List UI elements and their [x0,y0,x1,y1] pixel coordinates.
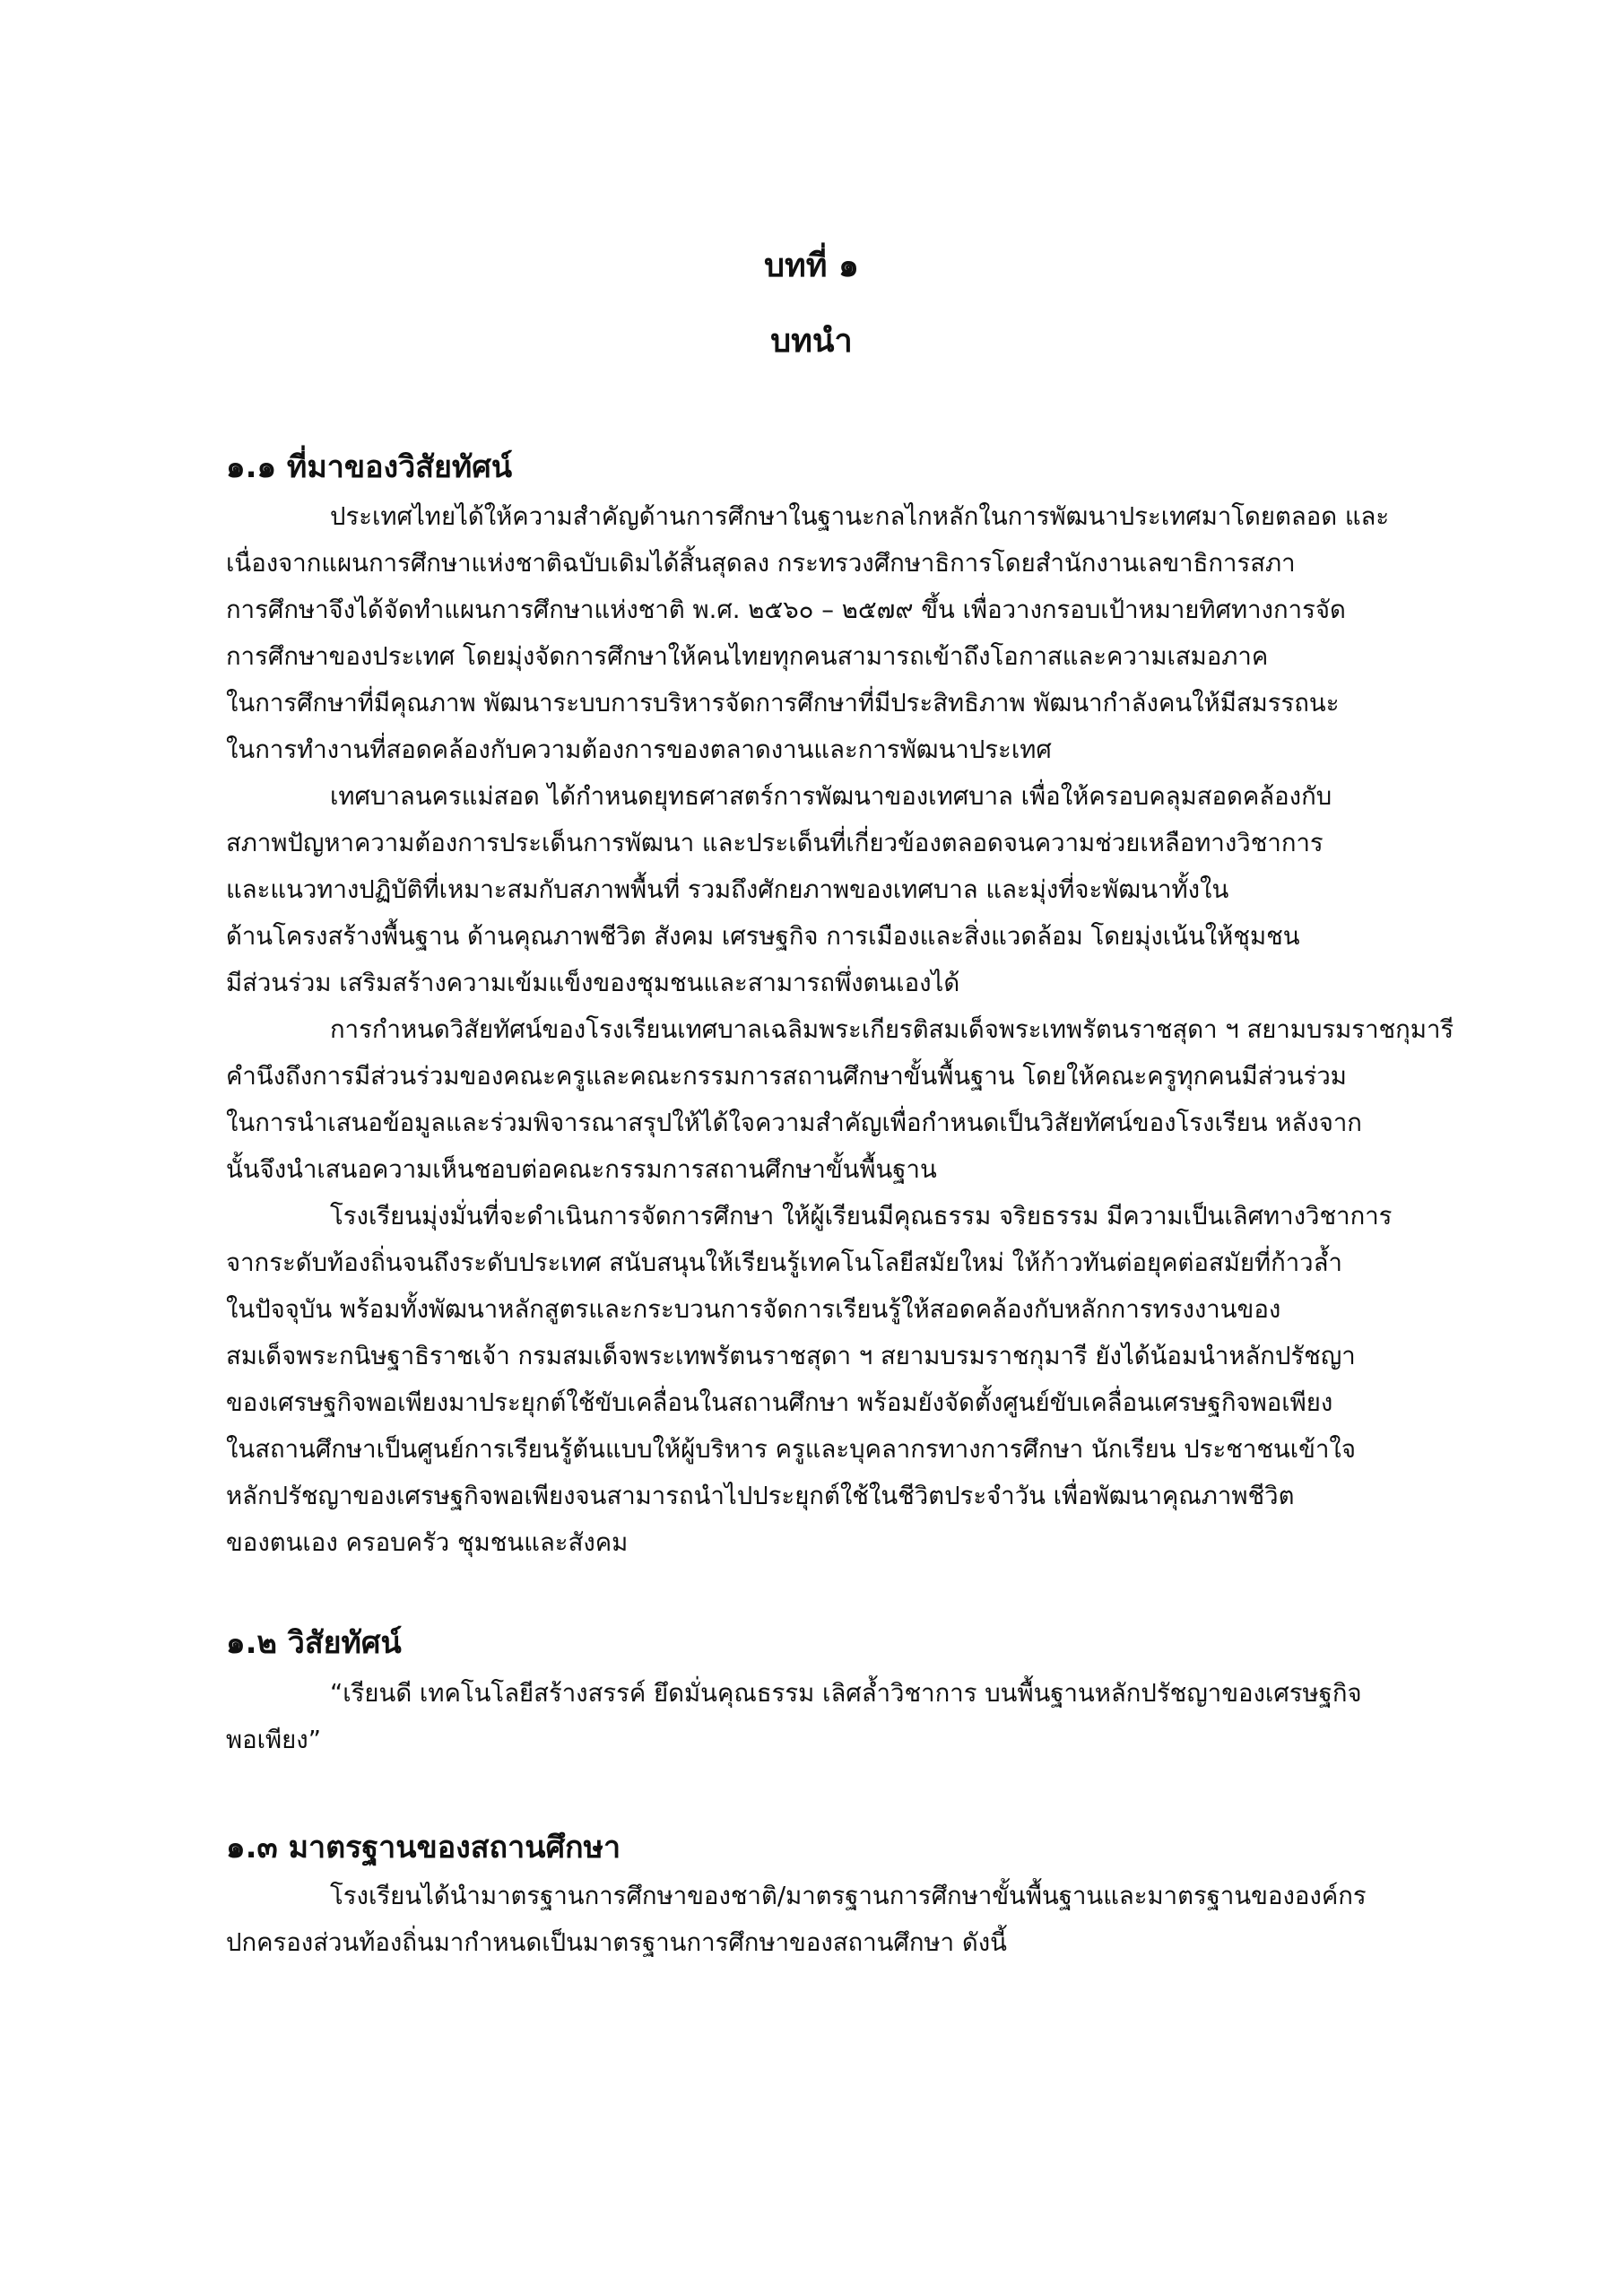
vision-statement-line: “เรียนดี เทคโนโลยีสร้างสรรค์ ยึดมั่นคุณธรรม เลิศล้ำวิชาการ บนพื้นฐานหลักปรัชญาของเศรษฐกิจ [330,1679,1362,1708]
vision-statement-line: พอเพียง” [226,1726,321,1754]
paragraph-line: คำนึงถึงการมีส่วนร่วมของคณะครูและคณะกรรมการสถานศึกษาขั้นพื้นฐาน โดยให้คณะครูทุกคนมีส่วนร่วม [226,1062,1347,1091]
paragraph-line: สภาพปัญหาความต้องการประเด็นการพัฒนา และประเด็นที่เกี่ยวข้องตลอดจนความช่วยเหลือทางวิชาการ [226,829,1324,857]
paragraph-line: เนื่องจากแผนการศึกษาแห่งชาติฉบับเดิมได้สิ้นสุดลง กระทรวงศึกษาธิการโดยสำนักงานเลขาธิการสภา [226,549,1296,578]
paragraph-line: ของเศรษฐกิจพอเพียงมาประยุกต์ใช้ขับเคลื่อนในสถานศึกษา พร้อมยังจัดตั้งศูนย์ขับเคลื่อนเศรษฐกิจพอเพียง [226,1388,1333,1417]
section-heading-school-standards: ๑.๓ มาตรฐานของสถานศึกษา [226,1830,621,1866]
paragraph-line: ปกครองส่วนท้องถิ่นมากำหนดเป็นมาตรฐานการศึกษาของสถานศึกษา ดังนี้ [226,1928,1007,1957]
paragraph-line: โรงเรียนได้นำมาตรฐานการศึกษาของชาติ/มาตรฐานการศึกษาขั้นพื้นฐานและมาตรฐานขององค์กร [330,1882,1367,1910]
paragraph-line: สมเด็จพระกนิษฐาธิราชเจ้า กรมสมเด็จพระเทพรัตนราชสุดา ฯ สยามบรมราชกุมารี ยังได้น้อมนำหลักปรัชญา [226,1342,1356,1370]
paragraph-line: ในปัจจุบัน พร้อมทั้งพัฒนาหลักสูตรและกระบวนการจัดการเรียนรู้ให้สอดคล้องกับหลักการทรงงานของ [226,1295,1281,1324]
section-heading-vision: ๑.๒ วิสัยทัศน์ [226,1625,402,1661]
paragraph-line: จากระดับท้องถิ่นจนถึงระดับประเทศ สนับสนุนให้เรียนรู้เทคโนโลยีสมัยใหม่ ให้ก้าวทันต่อยุคต่อสมัยที่ก้าวล้ำ [226,1248,1342,1277]
paragraph-line: โรงเรียนมุ่งมั่นที่จะดำเนินการจัดการศึกษา ให้ผู้เรียนมีคุณธรรม จริยธรรม มีความเป็นเลิศทางวิชาการ [330,1202,1393,1231]
paragraph-line: การกำหนดวิสัยทัศน์ของโรงเรียนเทศบาลเฉลิมพระเกียรติสมเด็จพระเทพรัตนราชสุดา ฯ สยามบรมราชกุมารี [330,1015,1454,1044]
chapter-number: บทที่ ๑ [764,248,859,284]
paragraph-line: ของตนเอง ครอบครัว ชุมชนและสังคม [226,1528,629,1557]
paragraph-line: ในสถานศึกษาเป็นศูนย์การเรียนรู้ต้นแบบให้ผู้บริหาร ครูและบุคลากรทางการศึกษา นักเรียน ประชาชนเข้าใจ [226,1435,1356,1464]
section-heading-origin-of-vision: ๑.๑ ที่มาของวิสัยทัศน์ [226,449,513,485]
paragraph-line: ในการทำงานที่สอดคล้องกับความต้องการของตลาดงานและการพัฒนาประเทศ [226,735,1052,764]
paragraph-line: มีส่วนร่วม เสริมสร้างความเข้มแข็งของชุมชนและสามารถพึ่งตนเองได้ [226,969,960,997]
paragraph-line: หลักปรัชญาของเศรษฐกิจพอเพียงจนสามารถนำไปประยุกต์ใช้ในชีวิตประจำวัน เพื่อพัฒนาคุณภาพชีวิต [226,1482,1295,1510]
paragraph-line: การศึกษาจึงได้จัดทำแผนการศึกษาแห่งชาติ พ.ศ. ๒๕๖๐ – ๒๕๗๙ ขึ้น เพื่อวางกรอบเป้าหมายทิศทางการจัด [226,596,1346,624]
paragraph-line: และแนวทางปฏิบัติที่เหมาะสมกับสภาพพื้นที่ รวมถึงศักยภาพของเทศบาล และมุ่งที่จะพัฒนาทั้งใน [226,875,1229,904]
paragraph-line: ประเทศไทยได้ให้ความสำคัญด้านการศึกษาในฐานะกลไกหลักในการพัฒนาประเทศมาโดยตลอด และ [330,502,1390,531]
paragraph-line: ด้านโครงสร้างพื้นฐาน ด้านคุณภาพชีวิต สังคม เศรษฐกิจ การเมืองและสิ่งแวดล้อม โดยมุ่งเน้นให้ชุมชน [226,922,1300,951]
paragraph-line: ในการนำเสนอข้อมูลและร่วมพิจารณาสรุปให้ได้ใจความสำคัญเพื่อกำหนดเป็นวิสัยทัศน์ของโรงเรียน หลังจาก [226,1109,1362,1137]
paragraph-line: ในการศึกษาที่มีคุณภาพ พัฒนาระบบการบริหารจัดการศึกษาที่มีประสิทธิภาพ พัฒนากำลังคนให้มีสมรรถนะ [226,689,1340,718]
chapter-title: บทนำ [770,323,853,360]
paragraph-line: การศึกษาของประเทศ โดยมุ่งจัดการศึกษาให้คนไทยทุกคนสามารถเข้าถึงโอกาสและความเสมอภาค [226,642,1269,671]
paragraph-line: เทศบาลนครแม่สอด ได้กำหนดยุทธศาสตร์การพัฒนาของเทศบาล เพื่อให้ครอบคลุมสอดคล้องกับ [330,782,1332,811]
paragraph-line: นั้นจึงนำเสนอความเห็นชอบต่อคณะกรรมการสถานศึกษาขั้นพื้นฐาน [226,1155,937,1184]
